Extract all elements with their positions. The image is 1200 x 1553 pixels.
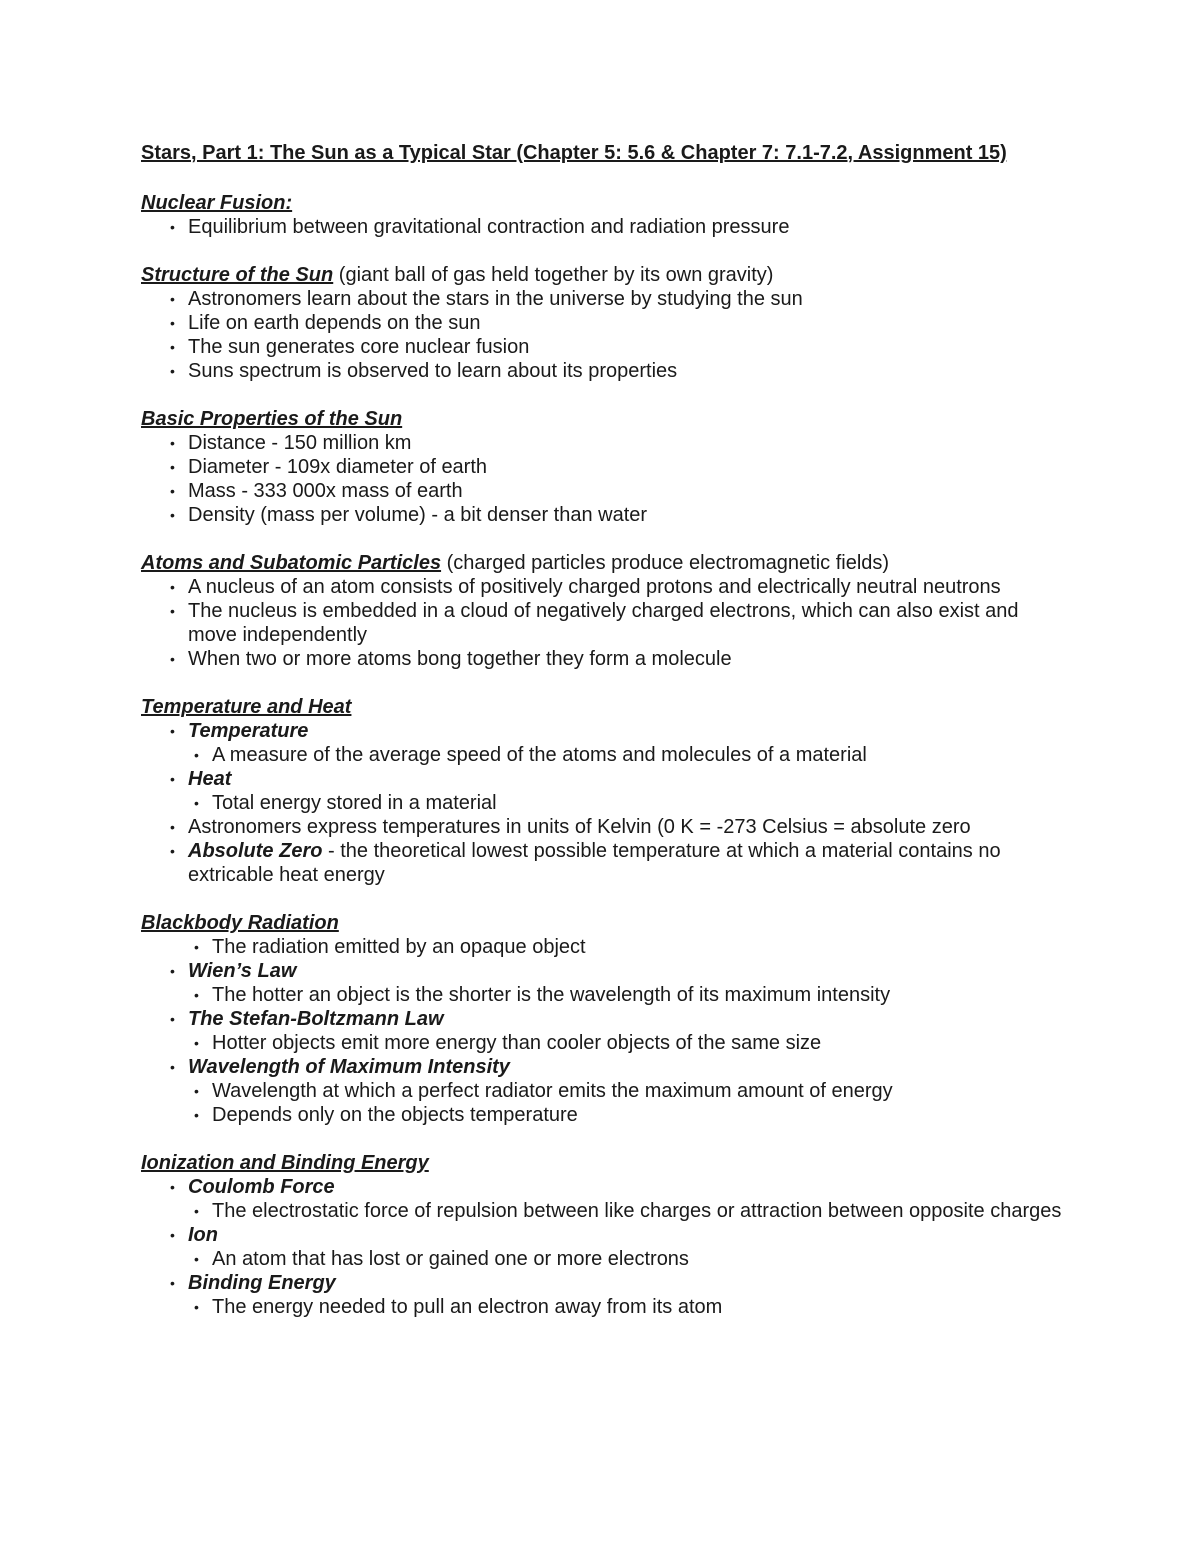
bullet-icon: •: [170, 1011, 175, 1027]
item-text: Diameter - 109x diameter of earth: [188, 456, 488, 478]
section-heading: Blackbody Radiation: [141, 912, 339, 934]
bullet-icon: •: [194, 1299, 199, 1315]
section: [141, 407, 1071, 527]
item-text: The radiation emitted by an opaque object: [212, 936, 586, 958]
section-heading-note: (charged particles produce electromagnetic fields): [441, 552, 890, 574]
section-heading: Structure of the Sun: [141, 264, 334, 286]
item-text: An atom that has lost or gained one or more electrons: [212, 1248, 689, 1270]
section: [141, 191, 1071, 239]
document-page: [141, 141, 1071, 1343]
bullet-icon: •: [170, 363, 175, 379]
section: [141, 263, 1071, 383]
item-text: The sun generates core nuclear fusion: [188, 336, 530, 358]
list-item: [141, 359, 1071, 383]
list-item: [141, 815, 1071, 839]
bullet-list: [141, 575, 1071, 671]
item-text: Total energy stored in a material: [212, 792, 497, 814]
list-item: [141, 959, 1071, 983]
item-text: Density (mass per volume) - a bit denser than water: [188, 504, 648, 526]
sub-list-item: [141, 791, 1071, 815]
list-item: [141, 767, 1071, 791]
section-heading: Temperature and Heat: [141, 696, 352, 718]
list-item: [141, 575, 1071, 599]
bullet-icon: •: [194, 1107, 199, 1123]
list-item: [141, 287, 1071, 311]
term: Wien’s Law: [188, 960, 297, 982]
section-heading-line: [141, 191, 1071, 215]
bullet-icon: •: [170, 843, 175, 859]
bullet-list: [141, 287, 1071, 383]
bullet-icon: •: [170, 1059, 175, 1075]
item-text: Astronomers express temperatures in units of Kelvin (0 K = -273 Celsius = absolute zero: [188, 816, 971, 838]
item-text: Astronomers learn about the stars in the universe by studying the sun: [188, 288, 803, 310]
bullet-icon: •: [170, 459, 175, 475]
item-text: Wavelength at which a perfect radiator emits the maximum amount of energy: [212, 1080, 893, 1102]
item-text: Depends only on the objects temperature: [212, 1104, 578, 1126]
item-text: Distance - 150 million km: [188, 432, 412, 454]
bullet-icon: •: [170, 339, 175, 355]
section: [141, 695, 1071, 887]
sub-list-item: [141, 743, 1071, 767]
section-heading-line: [141, 1151, 1071, 1175]
bullet-icon: •: [170, 219, 175, 235]
item-text: A nucleus of an atom consists of positively charged protons and electrically neutral neutrons: [188, 576, 1001, 598]
list-item: [141, 1007, 1071, 1031]
section-heading-line: [141, 407, 1071, 431]
list-item: [141, 503, 1071, 527]
list-item: [141, 215, 1071, 239]
list-item: [141, 1175, 1071, 1199]
bullet-icon: •: [170, 483, 175, 499]
section-heading: Nuclear Fusion:: [141, 192, 293, 214]
section: [141, 1151, 1071, 1319]
section-heading: Basic Properties of the Sun: [141, 408, 403, 430]
bullet-list: [141, 719, 1071, 887]
section-heading-line: [141, 263, 1071, 287]
item-text: Suns spectrum is observed to learn about its properties: [188, 360, 678, 382]
bullet-icon: •: [170, 507, 175, 523]
section-heading-line: [141, 911, 1071, 935]
section: [141, 551, 1071, 671]
bullet-icon: •: [170, 291, 175, 307]
term: Temperature: [188, 720, 309, 742]
document-title: Stars, Part 1: The Sun as a Typical Star (Chapter 5: 5.6 & Chapter 7: 7.1-7.2, Assignment 15): [141, 142, 1007, 164]
bullet-icon: •: [170, 435, 175, 451]
sub-list-item: [141, 1295, 1071, 1319]
bullet-icon: •: [194, 795, 199, 811]
sub-list-item: [141, 983, 1071, 1007]
sub-list-item: [141, 1103, 1071, 1127]
list-item: [141, 719, 1071, 743]
section-heading-line: [141, 695, 1071, 719]
bullet-list: [141, 431, 1071, 527]
item-text: When two or more atoms bong together they form a molecule: [188, 648, 732, 670]
list-item: [141, 479, 1071, 503]
bullet-icon: •: [170, 771, 175, 787]
term: The Stefan-Boltzmann Law: [188, 1008, 444, 1030]
section: [141, 911, 1071, 1127]
item-text: Mass - 333 000x mass of earth: [188, 480, 463, 502]
sub-list-item: [141, 1079, 1071, 1103]
bullet-icon: •: [170, 651, 175, 667]
term: Ion: [188, 1224, 218, 1246]
item-text: The hotter an object is the shorter is the wavelength of its maximum intensity: [212, 984, 891, 1006]
list-item: [141, 1223, 1071, 1247]
item-text: The nucleus is embedded in a cloud of negatively charged electrons, which can also exist and move independently: [188, 600, 1019, 646]
item-text: Hotter objects emit more energy than cooler objects of the same size: [212, 1032, 822, 1054]
section-heading: Atoms and Subatomic Particles: [141, 552, 442, 574]
bullet-list: [141, 215, 1071, 239]
item-text: - the theoretical lowest possible temperature at which a material contains no extricable heat energy: [188, 840, 1001, 886]
bullet-icon: •: [170, 1179, 175, 1195]
sections-container: [141, 191, 1071, 1319]
term: Binding Energy: [188, 1272, 336, 1294]
item-text: The energy needed to pull an electron away from its atom: [212, 1296, 723, 1318]
bullet-icon: •: [194, 1203, 199, 1219]
item-text: Equilibrium between gravitational contraction and radiation pressure: [188, 216, 790, 238]
item-text: The electrostatic force of repulsion between like charges or attraction between opposite charges: [212, 1200, 1062, 1222]
sub-list-item: [141, 1247, 1071, 1271]
bullet-icon: •: [170, 1227, 175, 1243]
bullet-icon: •: [170, 963, 175, 979]
bullet-icon: •: [170, 315, 175, 331]
sub-list-item: [141, 1199, 1071, 1223]
sub-list-item: [141, 1031, 1071, 1055]
bullet-icon: •: [170, 819, 175, 835]
bullet-icon: •: [170, 1275, 175, 1291]
list-item: [141, 455, 1071, 479]
bullet-icon: •: [170, 723, 175, 739]
list-item: [141, 311, 1071, 335]
bullet-icon: •: [194, 987, 199, 1003]
list-item: [141, 1271, 1071, 1295]
section-heading-note: (giant ball of gas held together by its own gravity): [333, 264, 774, 286]
term: Absolute Zero: [188, 840, 323, 862]
list-item: [141, 599, 1071, 647]
list-item: [141, 1055, 1071, 1079]
list-item: [141, 839, 1071, 887]
bullet-icon: •: [170, 579, 175, 595]
bullet-icon: •: [194, 747, 199, 763]
bullet-icon: •: [194, 1083, 199, 1099]
section-heading: Ionization and Binding Energy: [141, 1152, 429, 1174]
sub-list-item: [141, 935, 1071, 959]
list-item: [141, 335, 1071, 359]
bullet-icon: •: [194, 939, 199, 955]
term: Wavelength of Maximum Intensity: [188, 1056, 510, 1078]
bullet-icon: •: [170, 603, 175, 619]
term: Heat: [188, 768, 232, 790]
item-text: A measure of the average speed of the atoms and molecules of a material: [212, 744, 867, 766]
list-item: [141, 647, 1071, 671]
list-item: [141, 431, 1071, 455]
item-text: Life on earth depends on the sun: [188, 312, 481, 334]
bullet-icon: •: [194, 1035, 199, 1051]
term: Coulomb Force: [188, 1176, 335, 1198]
bullet-list: [141, 935, 1071, 1127]
bullet-list: [141, 1175, 1071, 1319]
section-heading-line: [141, 551, 1071, 575]
bullet-icon: •: [194, 1251, 199, 1267]
